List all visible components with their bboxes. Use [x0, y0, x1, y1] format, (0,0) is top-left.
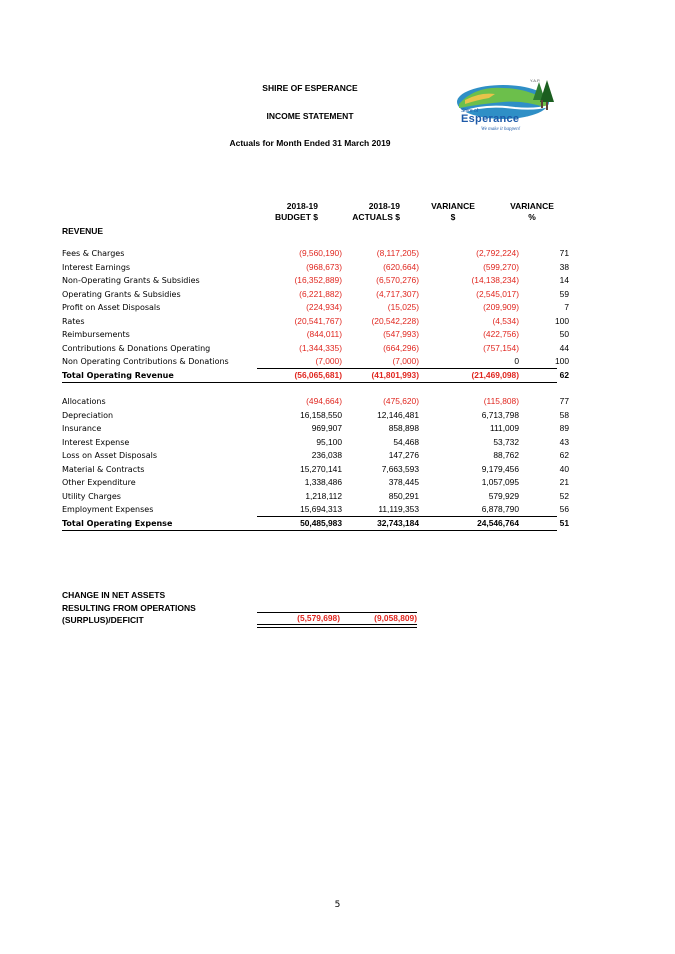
col-header-line2: %: [528, 212, 536, 222]
row-label: Depreciation: [62, 410, 114, 420]
budget-cell: (7,000): [315, 356, 342, 366]
variance-pct-cell: 52: [559, 490, 569, 501]
variance-pct-cell: 62: [559, 450, 569, 460]
budget-cell: (224,934): [306, 302, 342, 312]
row-label: Interest Expense: [62, 437, 130, 447]
variance-cell: 6,713,798: [481, 409, 519, 420]
table-row: [62, 463, 569, 477]
budget-cell: (16,352,889): [294, 275, 342, 285]
variance-pct-cell: 77: [559, 396, 569, 406]
revenue-subtotal-line: [257, 368, 557, 369]
revenue-total-row: [62, 369, 569, 383]
row-label: Non Operating Contributions & Donations: [62, 357, 229, 366]
table-row: [62, 422, 569, 436]
table-row: [62, 274, 569, 288]
col-header-budget: [240, 201, 318, 223]
variance-cell: (757,154): [483, 342, 519, 353]
actual-cell: 7,663,593: [381, 463, 419, 474]
logo-text-small: Shire of: [461, 108, 479, 114]
logo-tagline: We make it happen!: [481, 127, 521, 132]
row-label: Reimbursements: [62, 330, 130, 339]
row-label: Total Operating Revenue: [62, 370, 174, 380]
period-subtitle: Actuals for Month Ended 31 March 2019: [229, 138, 391, 148]
variance-cell: 1,057,095: [481, 477, 519, 487]
col-header-actuals: [320, 201, 400, 223]
budget-cell: (494,664): [306, 396, 342, 406]
budget-cell: 1,218,112: [305, 490, 342, 501]
actual-cell: 54,468: [393, 436, 419, 447]
row-label: Utility Charges: [62, 491, 121, 501]
org-name: SHIRE OF ESPERANCE: [262, 83, 358, 93]
variance-pct-cell: 56: [559, 504, 569, 514]
table-row: [62, 355, 569, 369]
table-row: [62, 449, 569, 463]
variance-cell: (21,469,098): [471, 369, 519, 380]
col-header-line2: $: [450, 212, 456, 222]
actual-cell: (6,570,276): [376, 275, 419, 285]
row-label: Interest Earnings: [62, 262, 131, 272]
row-label: Other Expenditure: [62, 478, 136, 487]
table-row: [62, 288, 569, 302]
actual-cell: 12,146,481: [377, 409, 419, 420]
table-row: [62, 503, 569, 517]
actual-cell: (7,000): [392, 356, 419, 366]
variance-pct-cell: 100: [555, 356, 569, 366]
variance-cell: 88,762: [493, 450, 519, 460]
actual-cell: (8,117,205): [376, 248, 419, 258]
variance-pct-cell: 14: [559, 275, 569, 285]
row-label: Contributions & Donations Operating: [62, 343, 211, 353]
table-row: [62, 342, 569, 356]
logo-text-main: Esperance: [461, 113, 520, 125]
variance-pct-cell: 38: [559, 261, 569, 272]
row-label: Non-Operating Grants & Subsidies: [62, 276, 200, 285]
variance-cell: 24,546,764: [477, 517, 519, 528]
actual-cell: (620,664): [383, 261, 419, 272]
expense-total-underline: [62, 530, 557, 531]
expense-subtotal-line: [257, 516, 557, 517]
variance-cell: 6,878,790: [481, 504, 519, 514]
variance-cell: 111,009: [489, 423, 519, 433]
budget-cell: (56,065,681): [294, 369, 342, 380]
change-line2: RESULTING FROM OPERATIONS: [62, 602, 196, 613]
actual-cell: (20,542,228): [371, 315, 419, 326]
budget-cell: 15,270,141: [300, 463, 342, 474]
change-line1: CHANGE IN NET ASSETS: [62, 590, 166, 600]
actual-cell: (41,801,993): [371, 369, 419, 380]
variance-cell: (14,138,234): [471, 275, 519, 285]
table-row: [62, 315, 569, 329]
budget-cell: (20,541,767): [294, 315, 342, 326]
change-double-underline: [257, 624, 417, 628]
table-row: [62, 301, 569, 315]
budget-cell: 16,158,550: [300, 409, 342, 420]
variance-pct-cell: 50: [559, 329, 569, 339]
row-label: Total Operating Expense: [62, 518, 173, 528]
col-header-line1: VARIANCE: [431, 201, 475, 211]
revenue-table: [62, 247, 569, 382]
row-label: Material & Contracts: [62, 464, 145, 474]
budget-cell: 95,100: [316, 436, 342, 447]
col-header-line2: BUDGET $: [275, 212, 318, 222]
row-label: Fees & Charges: [62, 249, 125, 258]
actual-cell: (15,025): [387, 302, 419, 312]
actual-cell: 147,276: [388, 450, 419, 460]
table-row: [62, 476, 569, 490]
row-label: Operating Grants & Subsidies: [62, 289, 181, 299]
variance-cell: 53,732: [493, 436, 519, 447]
expense-table: [62, 395, 569, 530]
change-actual-value: (9,058,809): [374, 613, 417, 623]
row-label: Profit on Asset Disposals: [62, 303, 161, 312]
table-row: [62, 328, 569, 342]
variance-pct-cell: 58: [559, 409, 569, 420]
change-budget-value: (5,579,698): [297, 613, 340, 623]
row-label: Loss on Asset Disposals: [62, 451, 157, 460]
table-row: [62, 490, 569, 504]
change-heading: [62, 589, 196, 627]
actual-cell: 378,445: [388, 477, 419, 487]
row-label: Allocations: [62, 397, 106, 406]
variance-cell: (4,534): [492, 315, 519, 326]
shire-logo: [455, 78, 561, 138]
statement-title: INCOME STATEMENT: [266, 111, 354, 121]
budget-cell: 969,907: [311, 423, 342, 433]
variance-pct-cell: 62: [559, 369, 569, 380]
actual-cell: (475,620): [383, 396, 419, 406]
budget-cell: (6,221,882): [299, 288, 342, 299]
variance-cell: (599,270): [483, 261, 519, 272]
row-label: Insurance: [62, 424, 102, 433]
variance-cell: 9,179,456: [481, 463, 519, 474]
table-row: [62, 395, 569, 409]
row-label: Employment Expenses: [62, 505, 154, 514]
budget-cell: (968,673): [306, 261, 342, 272]
col-header-line1: 2018-19: [368, 201, 400, 211]
actual-cell: (664,296): [383, 342, 419, 353]
table-row: [62, 247, 569, 261]
budget-cell: 236,038: [311, 450, 342, 460]
variance-pct-cell: 51: [559, 517, 569, 528]
budget-cell: (9,560,190): [299, 248, 342, 258]
actual-cell: 11,119,353: [378, 504, 419, 514]
table-row: [62, 261, 569, 275]
actual-cell: 850,291: [388, 490, 419, 501]
budget-cell: 1,338,486: [304, 477, 342, 487]
revenue-total-underline: [62, 382, 557, 383]
col-header-variance: [420, 201, 486, 223]
variance-pct-cell: 21: [559, 477, 569, 487]
svg-text:Y.A.P.: Y.A.P.: [530, 78, 541, 83]
variance-pct-cell: 40: [559, 463, 569, 474]
budget-cell: 15,694,313: [300, 504, 342, 514]
col-header-variance-pct: [500, 201, 564, 223]
page-number: 5: [334, 900, 341, 910]
col-header-line1: 2018-19: [286, 201, 318, 211]
col-header-line1: VARIANCE: [510, 201, 554, 211]
variance-pct-cell: 44: [559, 342, 569, 353]
variance-cell: 0: [514, 356, 519, 366]
variance-pct-cell: 89: [559, 423, 569, 433]
variance-cell: (115,808): [483, 396, 519, 406]
change-line3: (SURPLUS)/DEFICIT: [62, 615, 144, 625]
table-row: [62, 409, 569, 423]
actual-cell: (4,717,307): [376, 288, 419, 299]
actual-cell: 32,743,184: [377, 517, 419, 528]
table-row: [62, 436, 569, 450]
budget-cell: 50,485,983: [300, 517, 342, 528]
variance-cell: 579,929: [488, 490, 519, 501]
budget-cell: (844,011): [306, 329, 342, 339]
variance-pct-cell: 59: [559, 288, 569, 299]
revenue-heading: REVENUE: [62, 226, 104, 236]
variance-pct-cell: 100: [555, 315, 569, 326]
row-label: Rates: [62, 316, 85, 326]
variance-pct-cell: 71: [559, 248, 569, 258]
col-header-line2: ACTUALS $: [352, 212, 400, 222]
variance-cell: (209,909): [483, 302, 519, 312]
variance-cell: (2,545,017): [476, 288, 519, 299]
actual-cell: 858,898: [388, 423, 419, 433]
variance-pct-cell: 7: [564, 302, 569, 312]
variance-pct-cell: 43: [559, 436, 569, 447]
expense-total-row: [62, 517, 569, 531]
variance-cell: (2,792,224): [476, 248, 519, 258]
actual-cell: (547,993): [383, 329, 419, 339]
variance-cell: (422,756): [483, 329, 519, 339]
budget-cell: (1,344,335): [299, 342, 342, 353]
